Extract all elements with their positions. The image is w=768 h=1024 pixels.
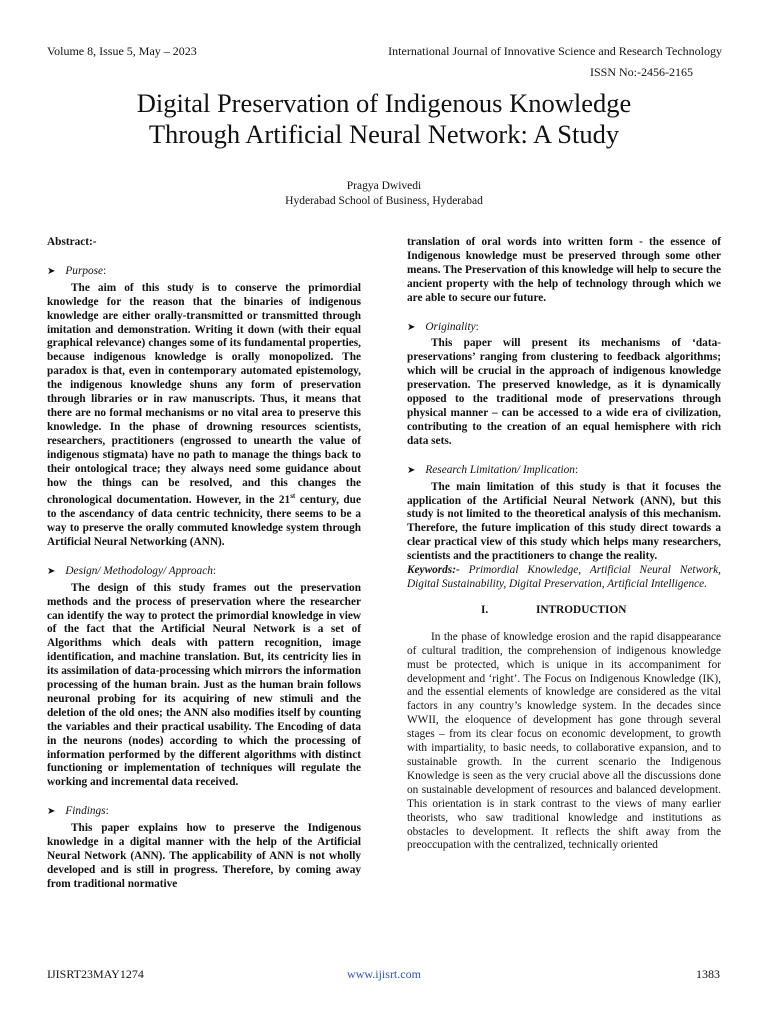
right-column (407, 236, 721, 853)
limitation-label: Research Limitation/ Implication (425, 463, 575, 476)
purpose-text-main: The aim of this study is to conserve the primordial knowledge for the reason that the binaries of indigenous knowledge are either orally-transmitted or transmitted through imitation and demonstration. Writing it down (with their equal graphical relevance) changes some of its fundamental properties, because indigenous knowledge is orally monopolized. The paradox is that, even in contemporary automated epistemology, the indigenous knowledge shuns any form of preservation through libraries or in raw manuscripts. Thus, it means that there are no formal mechanisms or no vital area to preserve this knowledge. In the phase of drowning resources scientists, researchers, practitioners (engrossed to unearth the value of indigenous stigmata) have no path to manage the things back to their ontological trace; they always need some guidance about how the things can be resolved, and this changes the chronological documentation. However, in the 21 (47, 281, 361, 507)
title-line-1: Digital Preservation of Indigenous Knowledge (136, 88, 632, 118)
header-journal: International Journal of Innovative Science and Research Technology (388, 44, 722, 58)
arrow-bullet-icon: ➤ (47, 806, 56, 818)
title-line-2: Through Artificial Neural Network: A Study (148, 119, 620, 149)
footer-page-number: 1383 (696, 967, 720, 981)
author-name: Pragya Dwivedi (346, 180, 422, 192)
introduction-text: In the phase of knowledge erosion and the rapid disappearance of cultural tradition, the comprehension of indigenous knowledge must be protected, which is unique in its accompaniment for development and ‘right’. The Focus on Indigenous Knowledge (IK), and the essential elements of knowledge are considered as the vital factors in any country’s knowledge system. In the decades since WWII, the eloquence of development has gone through several stages – from its clear focus on economic development, to growth with impartiality, to basic needs, to collaborative expansion, and to sustainable growth. In the current scenario the Indigenous Knowledge is seen as the very crucial above all the discussions done on sustainable development of resources and balanced development. This orientation is in stark contrast to the views of many earlier theorists, who saw traditional knowledge and institutions as obstacles to development. It reflects the shift away from the preoccupation with the centralized, technically oriented (407, 630, 721, 852)
left-column (47, 236, 361, 892)
purpose-superscript: st (290, 492, 296, 501)
findings-text: This paper explains how to preserve the Indigenous knowledge in a digital manner with the help of the Artificial Neural Network (ANN). The applicability of ANN is not wholly developed and is still in progress. Therefore, by coming away from traditional normative (47, 822, 361, 890)
originality-label: Originality (425, 320, 476, 333)
arrow-bullet-icon: ➤ (407, 321, 416, 333)
arrow-bullet-icon: ➤ (47, 265, 56, 277)
keywords-label: Keywords:- (407, 564, 460, 577)
header-volume: Volume 8, Issue 5, May – 2023 (47, 44, 197, 58)
header-issn: ISSN No:-2456-2165 (589, 65, 693, 79)
section-number: I. (481, 603, 489, 616)
introduction-heading (407, 604, 721, 618)
design-heading: ➤ Design/ Methodology/ Approach: (47, 564, 216, 577)
author-affiliation: Hyderabad School of Business, Hyderabad (285, 195, 483, 207)
originality-text: This paper will present its mechanisms of ‘data-preservations’ ranging from clustering to feedback algorithms; which will be crucial in the approach of indigenous knowledge preservation. The preserved knowledge, as it is dynamically opposed to the traditional mode of preservations through physical manner – can be accessed to a wide era of civilization, contributing to the creation of an equal hemisphere with rich data sets. (407, 337, 721, 447)
limitation-text: The main limitation of this study is that it focuses the application of the Artificial Neural Network (ANN), but this study is not limited to the theoretical analysis of this mechanism. Therefore, the future implication of this study direct towards a clear practical view of this study which helps many researchers, scientists and the practitioners to change the reality. (407, 480, 721, 563)
footer-paper-id: IJISRT23MAY1274 (47, 967, 144, 981)
keywords (407, 564, 721, 592)
limitation-heading: ➤ Research Limitation/ Implication: (407, 463, 579, 476)
purpose-heading: ➤ Purpose: (47, 264, 107, 277)
findings-label: Findings (65, 805, 106, 818)
paper-title (40, 88, 728, 150)
arrow-bullet-icon: ➤ (47, 565, 56, 577)
purpose-text (47, 282, 361, 550)
footer-website-link[interactable]: www.ijisrt.com (347, 967, 421, 981)
design-label: Design/ Methodology/ Approach (65, 564, 213, 577)
design-text: The design of this study frames out the preservation methods and the process of preservation where the researcher can identify the way to protect the primordial knowledge in view of the fact that the Artificial Neural Network is a set of Algorithms which deals with pattern recognition, image identification, and machine translation. But, its centricity lies in its assimilation of data-processing which mirrors the information processing of the human brain. Just as the human brain follows neuronal probing for its acquiring of new stimuli and the deletion of the old ones; the ANN also modifies itself by counting the variables and their practical usability. The Encoding of data in the neurons (nodes) according to which the processing of information performed by the different algorithms with distinct functioning or implementation of techniques will regulate the working and incremental data received. (47, 581, 361, 789)
arrow-bullet-icon: ➤ (407, 464, 416, 476)
findings-heading: ➤ Findings: (47, 805, 109, 818)
purpose-text-cont: century, due to the ascendancy of data centric technicity, there seems to be a way to preserve the orally commuted knowledge system through Artificial Neural Networking (ANN). (47, 494, 361, 548)
originality-heading: ➤ Originality: (407, 320, 479, 333)
purpose-label: Purpose (65, 264, 104, 277)
section-title: INTRODUCTION (536, 603, 627, 616)
keywords-text: Primordial Knowledge, Artificial Neural Network, Digital Sustainability, Digital Preservation, Artificial Intelligence. (407, 564, 721, 590)
findings-continued: translation of oral words into written form - the essence of Indigenous knowledge must be preserved through some other means. The Preservation of this knowledge will help to secure the ancient property with the help of technology through which we are able to secure our future. (407, 236, 721, 304)
abstract-label: Abstract:- (47, 236, 97, 248)
